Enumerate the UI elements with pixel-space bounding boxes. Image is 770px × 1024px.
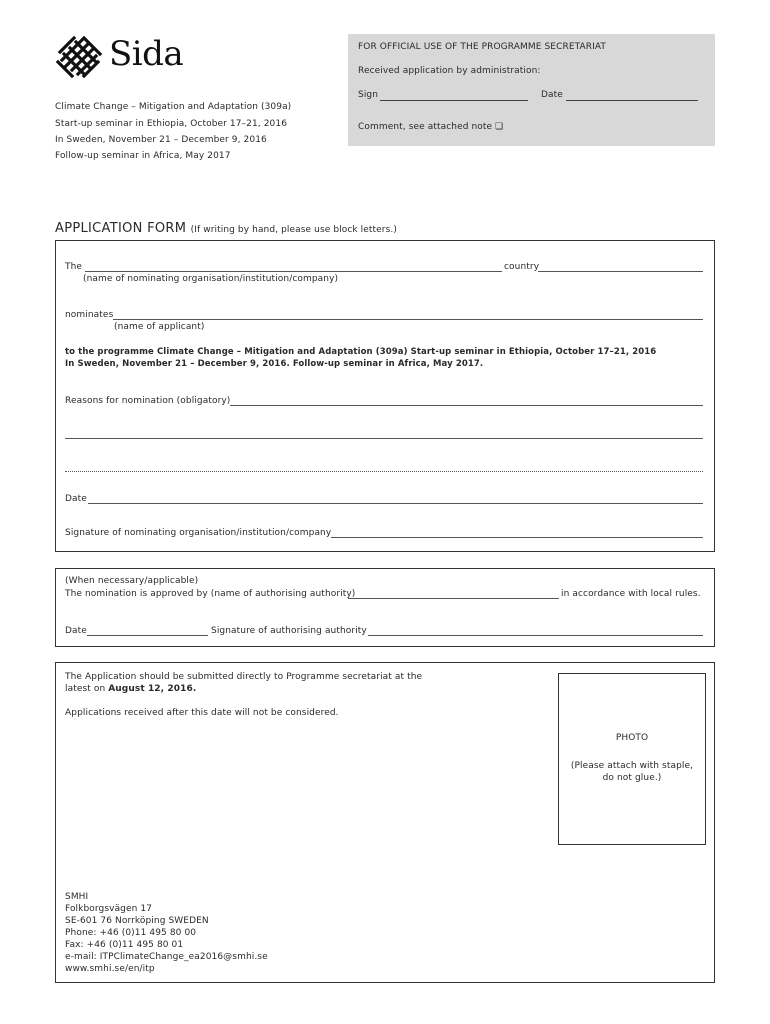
organisation-field[interactable]	[85, 271, 502, 272]
photo-box[interactable]	[558, 673, 706, 845]
approval-note: (When necessary/applicable)	[65, 576, 199, 586]
sida-knot-icon	[54, 32, 104, 82]
address-website[interactable]: www.smhi.se/en/itp	[65, 964, 155, 974]
nomination-section	[55, 240, 715, 552]
approval-by-label: The nomination is approved by (name of authorising authority)	[65, 589, 356, 599]
approval-date-field[interactable]	[87, 635, 208, 636]
official-date-label: Date	[541, 90, 563, 100]
logo-wordmark: Sida	[109, 34, 184, 74]
programme-text-line-1: to the programme Climate Change – Mitigation and Adaptation (309a) Start-up seminar in Ethiopia, October 17–21, 2016	[65, 347, 657, 357]
comment-label: Comment, see attached note	[358, 122, 493, 132]
approval-date-label: Date	[65, 626, 87, 636]
programme-text-line-2: In Sweden, November 21 – December 9, 2016. Follow-up seminar in Africa, May 2017.	[65, 359, 484, 369]
authority-field[interactable]	[348, 598, 559, 599]
sida-logo	[54, 32, 214, 82]
form-title: APPLICATION FORM	[55, 221, 187, 236]
official-use-panel	[348, 34, 715, 146]
form-subtitle: (If writing by hand, please use block letters.)	[190, 225, 397, 235]
approval-section	[55, 568, 715, 647]
address-line-1: SMHI	[65, 892, 89, 902]
received-label: Received application by administration:	[358, 66, 541, 76]
nominator-signature-field[interactable]	[331, 537, 703, 538]
organisation-hint: (name of nominating organisation/institution/company)	[83, 274, 339, 284]
official-use-title: FOR OFFICIAL USE OF THE PROGRAMME SECRETARIAT	[358, 42, 607, 52]
reasons-label: Reasons for nomination (obligatory)	[65, 396, 231, 406]
comment-checkbox[interactable]: ❏	[495, 122, 504, 132]
photo-note-2: do not glue.)	[602, 773, 662, 783]
deadline-date: August 12, 2016.	[108, 684, 197, 694]
programme-line-3: In Sweden, November 21 – December 9, 2016	[55, 135, 267, 145]
form-date-field[interactable]	[88, 503, 703, 504]
late-applications-note: Applications received after this date will not be considered.	[65, 708, 339, 718]
applicant-field[interactable]	[113, 319, 703, 320]
reasons-field-2[interactable]	[65, 438, 703, 439]
authority-signature-label: Signature of authorising authority	[211, 626, 367, 636]
form-heading	[55, 221, 397, 236]
address-email[interactable]: e-mail: ITPClimateChange_ea2016@smhi.se	[65, 952, 268, 962]
country-field[interactable]	[538, 271, 703, 272]
address-phone: Phone: +46 (0)11 495 80 00	[65, 928, 197, 938]
form-date-label: Date	[65, 494, 87, 504]
nominates-label: nominates	[65, 310, 114, 320]
programme-line-1: Climate Change – Mitigation and Adaptation (309a)	[55, 102, 292, 112]
reasons-field-1[interactable]	[230, 405, 703, 406]
country-label: country	[504, 262, 540, 272]
authority-signature-field[interactable]	[368, 635, 703, 636]
address-line-2: Folkborgsvägen 17	[65, 904, 153, 914]
submit-deadline	[65, 684, 196, 694]
nominator-signature-label: Signature of nominating organisation/institution/company	[65, 528, 332, 538]
official-sign-field[interactable]	[380, 100, 528, 101]
official-sign-label: Sign	[358, 90, 379, 100]
applicant-hint: (name of applicant)	[114, 322, 205, 332]
programme-line-2: Start-up seminar in Ethiopia, October 17–21, 2016	[55, 119, 288, 129]
deadline-prefix: latest on	[65, 684, 109, 694]
address-line-3: SE-601 76 Norrköping SWEDEN	[65, 916, 209, 926]
submit-text-1: The Application should be submitted directly to Programme secretariat at the	[65, 672, 423, 682]
photo-title: PHOTO	[615, 733, 649, 743]
reasons-field-3[interactable]	[65, 471, 703, 472]
local-rules-label: in accordance with local rules.	[561, 589, 701, 599]
the-label: The	[65, 262, 83, 272]
photo-note-1: (Please attach with staple,	[570, 761, 694, 771]
official-date-field[interactable]	[566, 100, 698, 101]
programme-line-4: Follow-up seminar in Africa, May 2017	[55, 151, 231, 161]
address-fax: Fax: +46 (0)11 495 80 01	[65, 940, 184, 950]
comment-note	[358, 122, 503, 132]
